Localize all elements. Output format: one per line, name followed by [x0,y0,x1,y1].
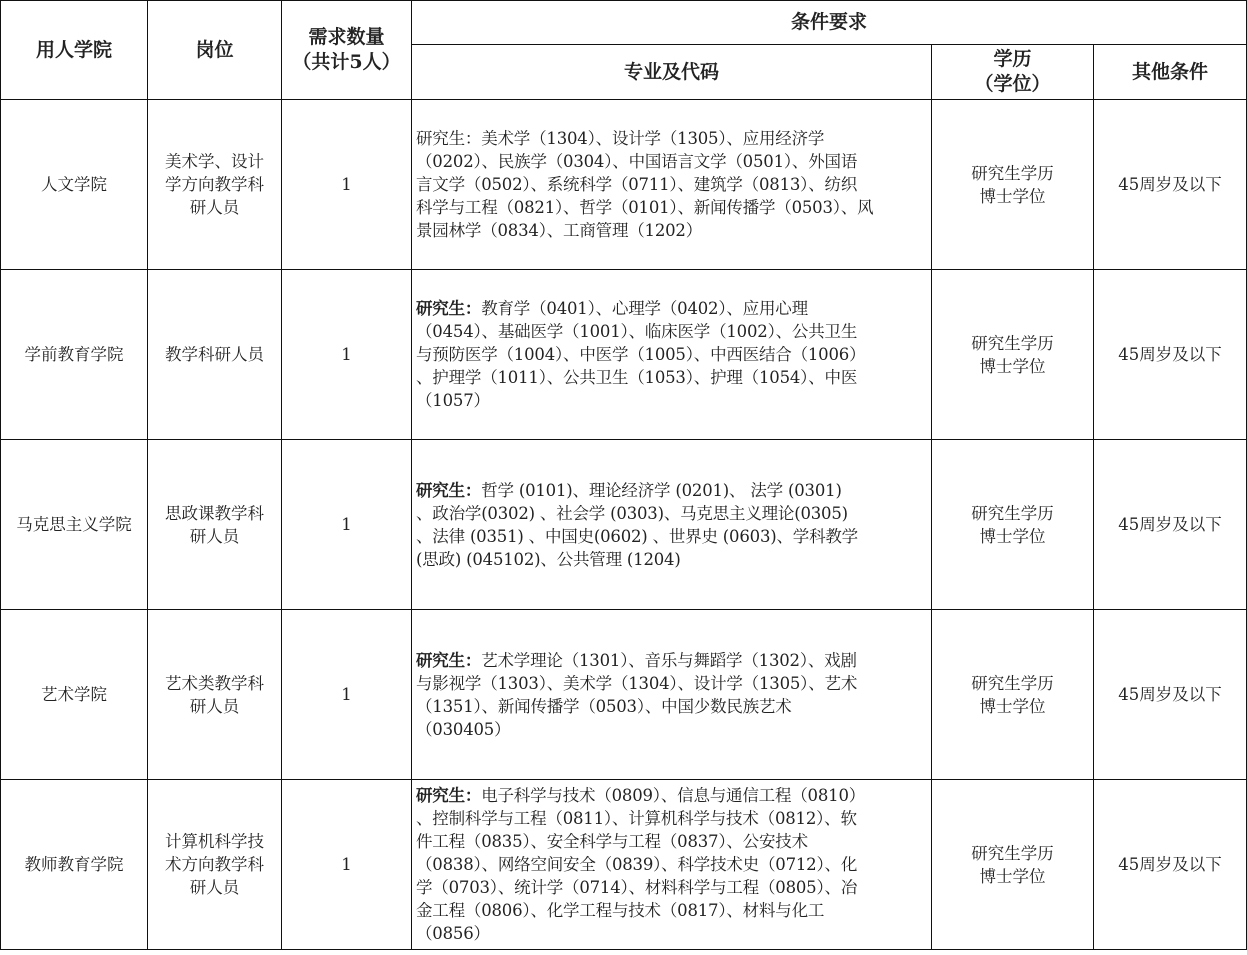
major-line [416,718,927,741]
major-text: （1057） [416,391,490,410]
table-row [1,610,1247,780]
other-cell: 45周岁及以下 [1094,610,1247,780]
major-text: 哲学 (0101)、理论经济学 (0201)、 法学 (0301) [481,480,842,500]
position-line: 艺术类教学科 [165,673,264,693]
major-line [416,876,927,899]
quantity-cell: 1 [282,610,412,780]
header-conditions: 条件要求 [412,1,1247,45]
college-cell: 艺术学院 [1,610,148,780]
header-degree [932,45,1094,100]
degree-line: 研究生学历 [971,163,1054,183]
degree-line: 研究生学历 [971,673,1054,693]
major-text: 美术学（1304）、设计学（1305）、应用经济学 [481,129,825,148]
college-cell: 人文学院 [1,100,148,270]
major-text: 、政治学(0302) 、社会学 (0303)、马克思主义理论(0305) [416,503,848,523]
position-line: 研人员 [189,526,240,546]
position-line: 研人员 [189,198,240,217]
major-line [416,853,927,876]
major-line [416,389,927,412]
major-cell [412,440,932,610]
position-cell [148,270,282,440]
major-prefix: 研究生： [416,129,482,148]
major-line [416,127,927,150]
major-text: 艺术学理论（1301）、音乐与舞蹈学（1302）、戏剧 [481,650,857,670]
degree-cell [932,610,1094,780]
position-cell [148,780,282,950]
quantity-cell: 1 [282,440,412,610]
major-line [416,320,927,343]
degree-line: 博士学位 [979,356,1046,376]
other-cell: 45周岁及以下 [1094,100,1247,270]
major-line [416,150,927,173]
major-line [416,695,927,718]
major-line [416,479,927,502]
major-line [416,649,927,672]
quantity-cell: 1 [282,270,412,440]
header-degree-line1: 学历 [993,48,1032,70]
header-position: 岗位 [148,1,282,100]
other-cell: 45周岁及以下 [1094,780,1247,950]
major-line [416,219,927,242]
major-text: (思政) (045102)、公共管理 (1204) [416,549,681,569]
major-line [416,525,927,548]
major-line [416,807,927,830]
degree-line: 博士学位 [979,186,1046,206]
major-text: （0202）、民族学（0304）、中国语言文学（0501）、外国语 [416,152,858,171]
degree-line: 博士学位 [979,696,1046,716]
major-text: 电子科学与技术（0809）、信息与通信工程（0810） [481,786,866,805]
position-line: 研人员 [189,878,240,897]
major-text: 教育学（0401）、心理学（0402）、应用心理 [481,299,808,318]
quantity-cell: 1 [282,780,412,950]
position-line: 研人员 [189,696,240,716]
header-college: 用人学院 [1,1,148,100]
major-cell [412,780,932,950]
major-line [416,366,927,389]
major-text: 、法律 (0351) 、中国史(0602) 、世界史 (0603)、学科教学 [416,526,858,546]
header-row-top [1,1,1247,45]
major-text: 件工程（0835）、安全科学与工程（0837）、公安技术 [416,832,808,851]
major-cell [412,100,932,270]
major-text: 科学与工程（0821）、哲学（0101）、新闻传播学（0503）、风 [416,198,874,217]
college-cell: 马克思主义学院 [1,440,148,610]
major-text: 学（0703）、统计学（0714）、材料科学与工程（0805）、冶 [416,878,858,897]
major-prefix: 研究生： [416,786,482,805]
table-row [1,440,1247,610]
major-text: （0838）、网络空间安全（0839）、科学技术史（0712）、化 [416,855,858,874]
major-text: 与影视学（1303）、美术学（1304）、设计学（1305）、艺术 [416,673,858,693]
position-line: 术方向教学科 [165,855,264,874]
position-line: 计算机科学技 [165,832,264,851]
degree-line: 博士学位 [979,866,1046,886]
header-quantity-line1: 需求数量 [308,26,385,48]
major-text: 、护理学（1011）、公共卫生（1053）、护理（1054）、中医 [416,368,858,387]
position-line: 美术学、设计 [165,152,264,171]
degree-cell [932,100,1094,270]
major-line [416,548,927,571]
major-line [416,784,927,807]
college-cell: 教师教育学院 [1,780,148,950]
degree-line: 博士学位 [979,526,1046,546]
position-cell [148,100,282,270]
position-cell [148,440,282,610]
table-row [1,270,1247,440]
degree-line: 研究生学历 [971,503,1054,523]
position-line: 思政课教学科 [165,503,264,523]
major-line [416,922,927,945]
major-text: 景园林学（0834）、工商管理（1202） [416,221,703,240]
major-line [416,343,927,366]
major-text: 金工程（0806）、化学工程与技术（0817）、材料与化工 [416,901,825,920]
major-cell [412,270,932,440]
degree-cell [932,780,1094,950]
major-line [416,196,927,219]
major-cell [412,610,932,780]
major-line [416,502,927,525]
header-major: 专业及代码 [412,45,932,100]
degree-line: 研究生学历 [971,333,1054,353]
major-prefix: 研究生： [416,650,482,670]
major-text: （1351）、新闻传播学（0503）、中国少数民族艺术 [416,696,792,716]
major-line [416,899,927,922]
position-line: 教学科研人员 [165,345,264,364]
header-other: 其他条件 [1094,45,1247,100]
position-cell [148,610,282,780]
major-text: （0454）、基础医学（1001）、临床医学（1002）、公共卫生 [416,322,858,341]
header-quantity [282,1,412,100]
degree-cell [932,270,1094,440]
major-prefix: 研究生： [416,299,482,318]
college-cell: 学前教育学院 [1,270,148,440]
table-row [1,780,1247,950]
header-quantity-line2: （共计5人） [292,51,401,73]
major-prefix: 研究生： [416,480,482,500]
major-line [416,830,927,853]
degree-line: 研究生学历 [971,843,1054,863]
major-text: 、控制科学与工程（0811）、计算机科学与技术（0812）、软 [416,809,857,828]
major-text: 与预防医学（1004）、中医学（1005）、中西医结合（1006） [416,345,866,364]
table-row [1,100,1247,270]
major-line [416,672,927,695]
quantity-cell: 1 [282,100,412,270]
major-line [416,297,927,320]
other-cell: 45周岁及以下 [1094,270,1247,440]
position-line: 学方向教学科 [165,175,264,194]
major-line [416,173,927,196]
header-degree-line2: （学位） [974,73,1051,95]
major-text: （0856） [416,924,490,943]
other-cell: 45周岁及以下 [1094,440,1247,610]
major-text: （030405） [416,719,511,739]
major-text: 言文学（0502）、系统科学（0711）、建筑学（0813）、纺织 [416,175,858,194]
degree-cell [932,440,1094,610]
